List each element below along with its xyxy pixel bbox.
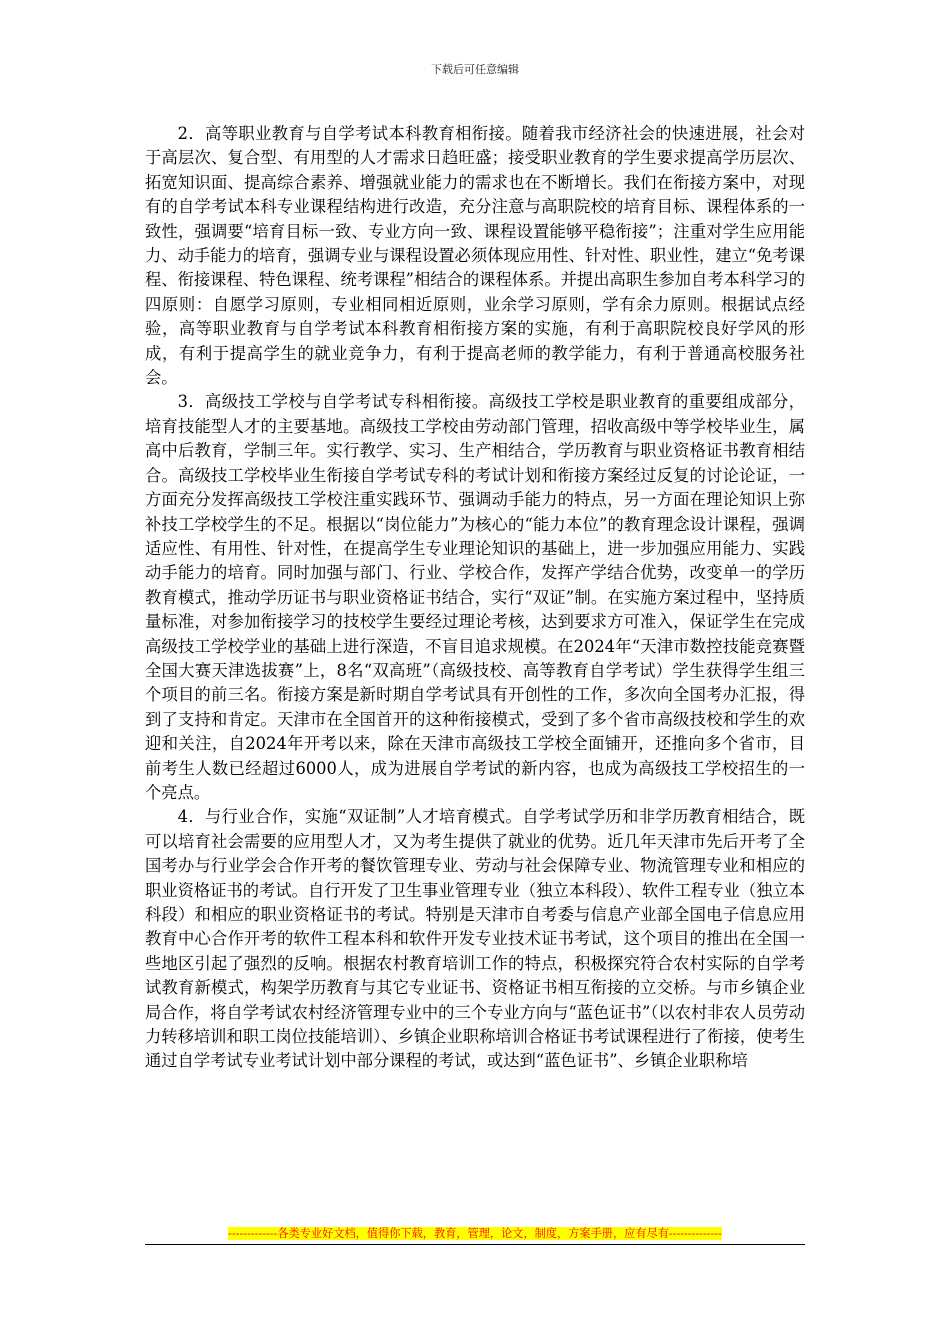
paragraph-2-higher-vocational: 2．高等职业教育与自学考试本科教育相衔接。随着我市经济社会的快速进展，社会对于高层次、复合型、有用型的人才需求日趋旺盛；接受职业教育的学生要求提高学历层次、拓宽知识面、提高综合素养、增强就业能力的需求也在不断增长。我们在衔接方案中，对现有的自学考试本科专业课程结构进行改造，充分注意与高职院校的培育目标、课程体系的一致性，强调要“培育目标一致、专业方向一致、课程设置能够平稳衔接”；注重对学生应用能力、动手能力的培育，强调专业与课程设置必须体现应用性、针对性、职业性，建立“免考课程、衔接课程、特色课程、统考课程”相结合的课程体系。并提出高职生参加自考本科学习的四原则：自愿学习原则，专业相同相近原则，业余学习原则，学有余力原则。根据试点经验，高等职业教育与自学考试本科教育相衔接方案的实施，有利于高职院校良好学风的形成，有利于提高学生的就业竞争力，有利于提高老师的教学能力，有利于普通高校服务社会。	[145, 124, 805, 388]
footer-promo-text: -------------各类专业好文档，值得你下载，教育，管理，论文，制度，方案手册，应有尽有--------------	[228, 1227, 722, 1240]
document-body	[145, 122, 805, 1074]
page-footer	[145, 1226, 805, 1242]
footer-divider	[145, 1244, 805, 1245]
paragraph-4-industry-cooperation: 4．与行业合作，实施“双证制”人才培育模式。自学考试学历和非学历教育相结合，既可以培育社会需要的应用型人才，又为考生提供了就业的优势。近几年天津市先后开考了全国考办与行业学会合作开考的餐饮管理专业、劳动与社会保障专业、物流管理专业和相应的职业资格证书的考试。自行开发了卫生事业管理专业（独立本科段）、软件工程专业（独立本科段）和相应的职业资格证书的考试。特别是天津市自考委与信息产业部全国电子信息应用教育中心合作开考的软件工程本科和软件开发专业技术证书考试，这个项目的推出在全国一些地区引起了强烈的反响。根据农村教育培训工作的特点，积极探究符合农村实际的自学考试教育新模式，构架学历教育与其它专业证书、资格证书相互衔接的立交桥。与市乡镇企业局合作，将自学考试农村经济管理专业中的三个专业方向与“蓝色证书”（以农村非农人员劳动力转移培训和职工岗位技能培训）、乡镇企业职称培训合格证书考试课程进行了衔接，使考生通过自学考试专业考试计划中部分课程的考试，或达到“蓝色证书”、乡镇企业职称培	[145, 807, 805, 1071]
page-header: 下载后可任意编辑	[431, 63, 519, 76]
paragraph-3-technical-school: 3．高级技工学校与自学考试专科相衔接。高级技工学校是职业教育的重要组成部分，培育技能型人才的主要基地。高级技工学校由劳动部门管理，招收高级中等学校毕业生，属高中后教育，学制三年。实行教学、实习、生产相结合，学历教育与职业资格证书教育相结合。高级技工学校毕业生衔接自学考试专科的考试计划和衔接方案经过反复的讨论论证，一方面充分发挥高级技工学校注重实践环节、强调动手能力的特点，另一方面在理论知识上弥补技工学校学生的不足。根据以“岗位能力”为核心的“能力本位”的教育理念设计课程，强调适应性、有用性、针对性，在提高学生专业理论知识的基础上，进一步加强应用能力、实践动手能力的培育。同时加强与部门、行业、学校合作，发挥产学结合优势，改变单一的学历教育模式，推动学历证书与职业资格证书结合，实行“双证”制。在实施方案过程中，坚持质量标准，对参加衔接学习的技校学生要经过理论考核，达到要求方可准入，保证学生在完成高级技工学校学业的基础上进行深造，不盲目追求规模。在2024年“天津市数控技能竞赛暨全国大赛天津选拔赛”上，8名“双高班”（高级技校、高等教育自学考试）学生获得学生组三个项目的前三名。衔接方案是新时期自学考试具有开创性的工作，多次向全国考办汇报，得到了支持和肯定。天津市在全国首开的这种衔接模式，受到了多个省市高级技校和学生的欢迎和关注，自2024年开考以来，除在天津市高级技工学校全面铺开，还推向多个省市，目前考生人数已经超过6000人，成为进展自学考试的新内容，也成为高级技工学校招生的一个亮点。	[145, 392, 805, 802]
